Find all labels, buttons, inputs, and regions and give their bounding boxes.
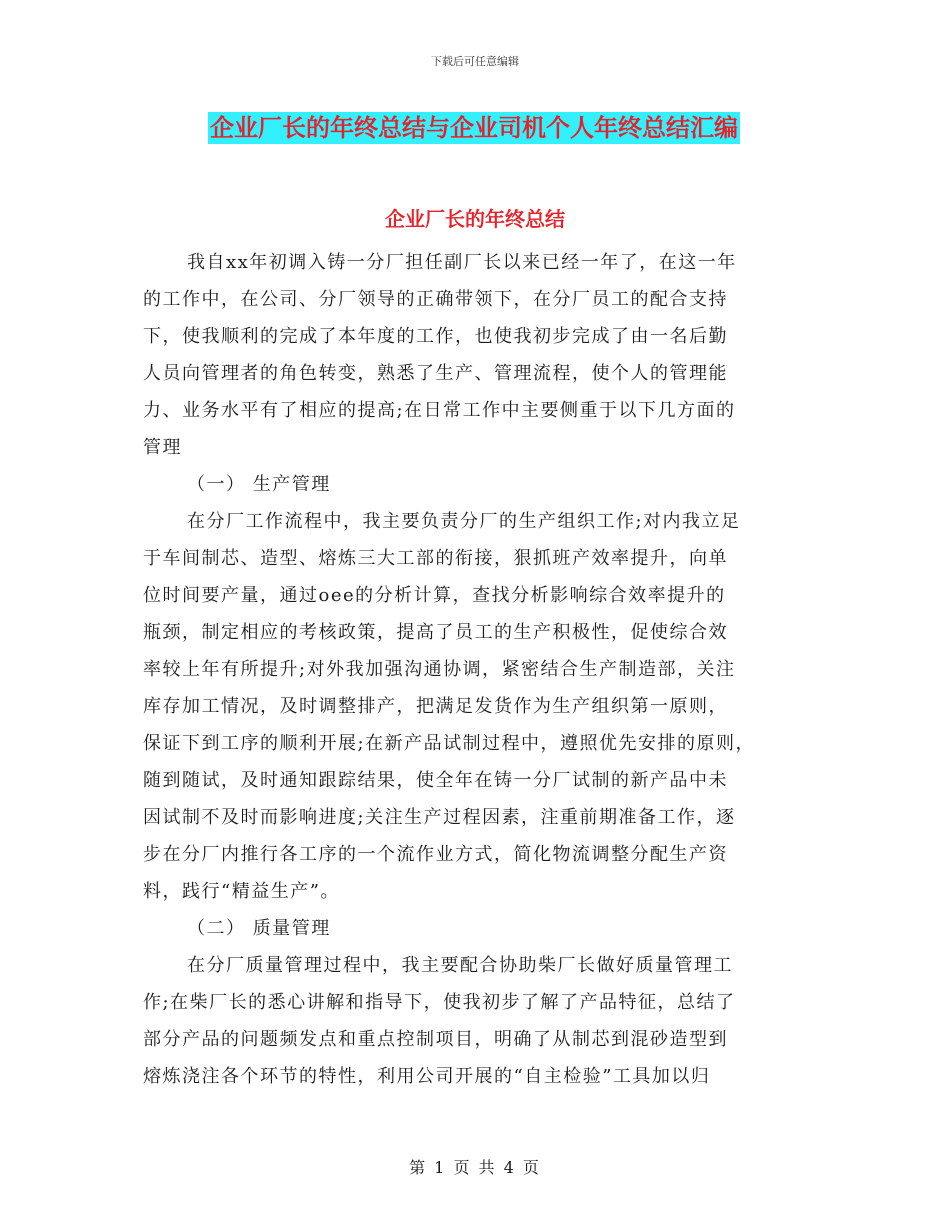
body-line: 在分厂质量管理过程中，我主要配合协助柴厂长做好质量管理工 bbox=[187, 955, 733, 976]
page-footer: 第 1 页 共 4 页 bbox=[409, 1158, 541, 1177]
document-body bbox=[143, 244, 815, 1095]
body-line: 位时间要产量，通过oee的分析计算，查找分析影响综合效率提升的 bbox=[143, 585, 726, 606]
section-title: 企业厂长的年终总结 bbox=[385, 207, 565, 231]
body-line: 熔炼浇注各个环节的特性，利用公司开展的“自主检验”工具加以归 bbox=[143, 1066, 711, 1087]
body-line: 瓶颈，制定相应的考核政策，提高了员工的生产积极性，促使综合效 bbox=[143, 622, 728, 643]
body-line: 步在分厂内推行各工序的一个流作业方式，简化物流调整分配生产资 bbox=[143, 844, 728, 865]
body-line: 人员向管理者的角色转变，熟悉了生产、管理流程，使个人的管理能 bbox=[143, 363, 728, 384]
subheading-quality: （二） 质量管理 bbox=[187, 918, 331, 939]
body-line: 管理 bbox=[143, 437, 182, 458]
header-note: 下载后可任意编辑 bbox=[431, 55, 519, 68]
body-line: 因试制不及时而影响进度;关注生产过程因素，注重前期准备工作，逐 bbox=[143, 807, 736, 828]
body-line: 下，使我顺利的完成了本年度的工作，也使我初步完成了由一名后勤 bbox=[143, 326, 728, 347]
body-line: 料，践行“精益生产”。 bbox=[143, 881, 340, 902]
body-line: 率较上年有所提升;对外我加强沟通协调，紧密结合生产制造部，关注 bbox=[143, 659, 736, 680]
body-line: 我自xx年初调入铸一分厂担任副厂长以来已经一年了，在这一年 bbox=[187, 252, 737, 273]
body-line: 保证下到工序的顺利开展;在新产品试制过程中，遵照优先安排的原则， bbox=[143, 733, 756, 754]
body-line: 的工作中，在公司、分厂领导的正确带领下，在分厂员工的配合支持 bbox=[143, 289, 728, 310]
body-line: 在分厂工作流程中，我主要负责分厂的生产组织工作;对内我立足 bbox=[187, 511, 741, 532]
body-line: 于车间制芯、造型、熔炼三大工部的衔接，狠抓班产效率提升，向单 bbox=[143, 548, 728, 569]
body-line: 部分产品的问题频发点和重点控制项目，明确了从制芯到混砂造型到 bbox=[143, 1029, 728, 1050]
body-line: 力、业务水平有了相应的提高;在日常工作中主要侧重于以下几方面的 bbox=[143, 400, 736, 421]
body-line: 作;在柴厂长的悉心讲解和指导下，使我初步了解了产品特征，总结了 bbox=[143, 992, 736, 1013]
body-line: 随到随试，及时通知跟踪结果，使全年在铸一分厂试制的新产品中未 bbox=[143, 770, 728, 791]
document-title: 企业厂长的年终总结与企业司机个人年终总结汇编 bbox=[210, 113, 738, 142]
subheading-production: （一） 生产管理 bbox=[187, 474, 331, 495]
body-line: 库存加工情况，及时调整排产，把满足发货作为生产组织第一原则， bbox=[143, 696, 728, 717]
